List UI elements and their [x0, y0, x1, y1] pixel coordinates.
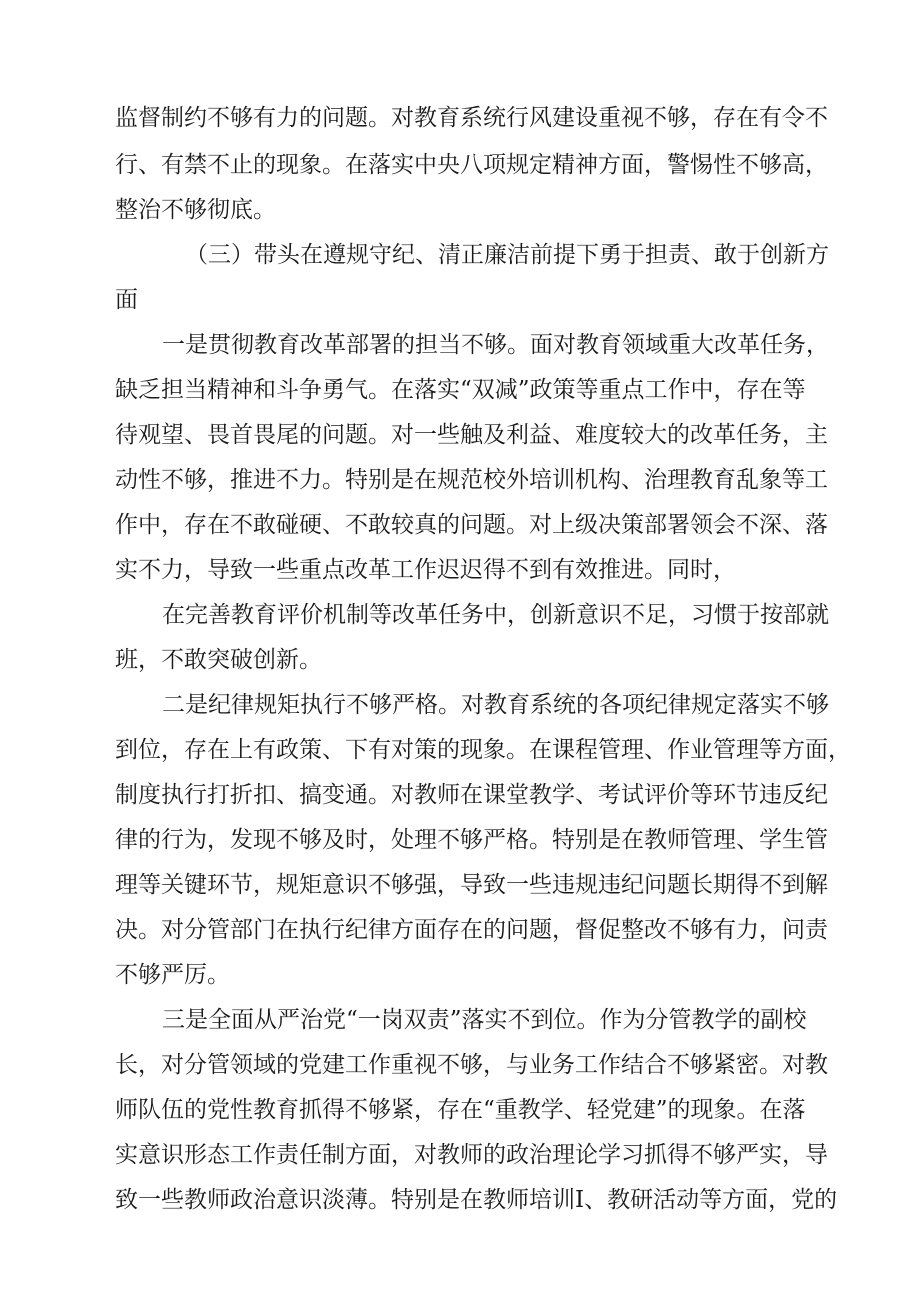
text-line: 致一些教师政治意识淡薄。特别是在教师培训I、教研活动等方面，党的: [115, 1187, 838, 1213]
text-line: 监督制约不够有力的问题。对教育系统行风建设重视不够，存在有令不: [115, 105, 828, 131]
paragraph-first-line: 一是贯彻教育改革部署的担当不够。面对教育领域重大改革任务，: [162, 332, 829, 358]
text-line: 制度执行打折扣、搞变通。对教师在课堂教学、考试评价等环节违反纪: [115, 782, 828, 808]
text-line: 作中，存在不敢碰硬、不敢较真的问题。对上级决策部署领会不深、落: [115, 512, 828, 538]
section-heading: （三）带头在遵规守纪、清正廉洁前提下勇于担责、敢于创新方: [185, 242, 829, 268]
paragraph-first-line: 二是纪律规矩执行不够严格。对教育系统的各项纪律规定落实不够: [162, 692, 829, 718]
section-heading-continued: 面: [115, 287, 138, 313]
paragraph-first-line: 在完善教育评价机制等改革任务中，创新意识不足，习惯于按部就: [162, 602, 829, 628]
text-line: 长，对分管领域的党建工作重视不够，与业务工作结合不够紧密。对教: [115, 1052, 828, 1078]
text-line: 待观望、畏首畏尾的问题。对一些触及利益、难度较大的改革任务，主: [115, 422, 828, 448]
text-line: 动性不够，推进不力。特别是在规范校外培训机构、治理教育乱象等工: [115, 467, 828, 493]
paragraph-first-line: 三是全面从严治党“一岗双责”落实不到位。作为分管教学的副校: [162, 1007, 807, 1033]
text-line: 实不力，导致一些重点改革工作迟迟得不到有效推进。同时，: [115, 557, 736, 583]
text-line: 师队伍的党性教育抓得不够紧，存在“重教学、轻党建”的现象。在落: [115, 1097, 806, 1123]
text-line: 行、有禁不止的现象。在落实中央八项规定精神方面，警惕性不够高，: [115, 152, 828, 178]
text-line: 缺乏担当精神和斗争勇气。在落实“双减”政策等重点工作中，存在等: [115, 377, 806, 403]
text-line: 班，不敢突破创新。: [115, 647, 322, 673]
text-line: 理等关键环节，规矩意识不够强，导致一些违规违纪问题长期得不到解: [115, 872, 828, 898]
text-line: 决。对分管部门在执行纪律方面存在的问题，督促整改不够有力，问责: [115, 917, 828, 943]
text-line: 实意识形态工作责任制方面，对教师的政治理论学习抓得不够严实，导: [115, 1142, 828, 1168]
text-line: 不够严厉。: [115, 962, 230, 988]
text-line: 到位，存在上有政策、下有对策的现象。在课程管理、作业管理等方面，: [115, 737, 851, 763]
text-line: 整治不够彻底。: [115, 197, 276, 223]
text-line: 律的行为，发现不够及时，处理不够严格。特别是在教师管理、学生管: [115, 827, 828, 853]
